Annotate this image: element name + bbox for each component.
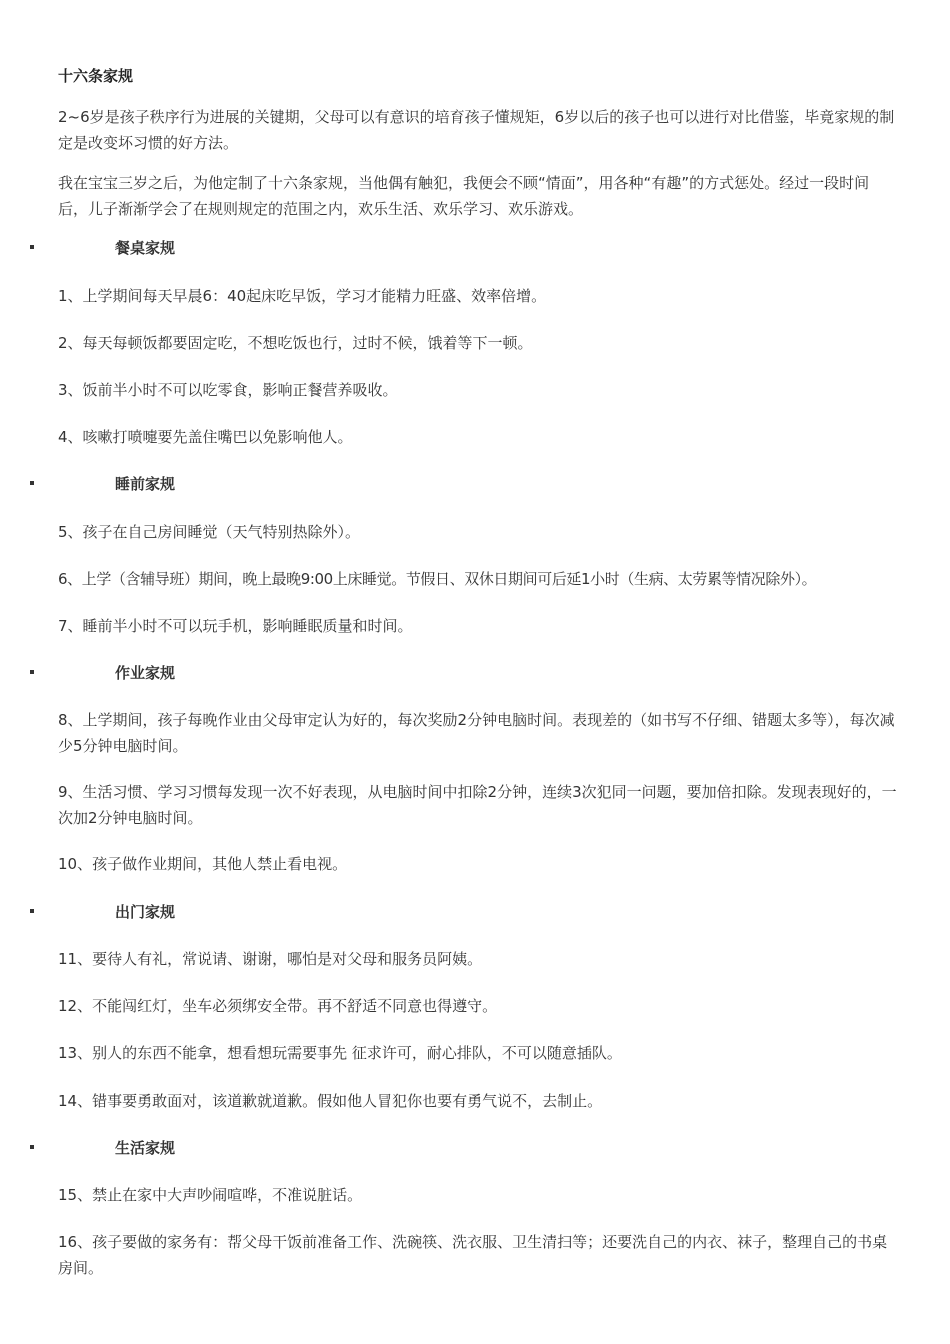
- rule-item-5: 5、孩子在自己房间睡觉（天气特别热除外）。: [58, 523, 361, 541]
- bullet-icon: [30, 1145, 34, 1149]
- rule-item-12: 12、不能闯红灯，坐车必须绑安全带。再不舒适不同意也得遵守。: [58, 997, 498, 1015]
- section-heading-homework: [30, 661, 430, 685]
- rule-item-2: 2、每天每顿饭都要固定吃，不想吃饭也行，过时不候，饿着等下一顿。: [58, 334, 533, 352]
- bullet-icon: [30, 481, 34, 485]
- section-heading-outing: [30, 900, 430, 924]
- section-heading-label: 作业家规: [115, 664, 176, 682]
- section-heading-dining: [30, 236, 430, 260]
- rule-item-14: 14、错事要勇敢面对，该道歉就道歉。假如他人冒犯你也要有勇气说不，去制止。: [58, 1092, 603, 1110]
- section-heading-label: 出门家规: [115, 903, 176, 921]
- rule-item-1: 1、上学期间每天早晨6：40起床吃早饭，学习才能精力旺盛、效率倍增。: [58, 287, 547, 305]
- rule-item-11: 11、要待人有礼，常说请、谢谢，哪怕是对父母和服务员阿姨。: [58, 950, 483, 968]
- document-title: 十六条家规: [58, 67, 134, 85]
- section-heading-label: 睡前家规: [115, 475, 176, 493]
- rule-item-6: 6、上学（含辅导班）期间，晚上最晚9:00上床睡觉。节假日、双休日期间可后延1小时（生病、太劳累等情况除外）。: [58, 570, 817, 588]
- section-heading-label: 生活家规: [115, 1139, 176, 1157]
- rule-item-7: 7、睡前半小时不可以玩手机，影响睡眠质量和时间。: [58, 617, 413, 635]
- section-heading-label: 餐桌家规: [115, 239, 176, 257]
- rule-item-13: 13、别人的东西不能拿，想看想玩需要事先 征求许可，耐心排队，不可以随意插队。: [58, 1044, 622, 1062]
- section-heading-bedtime: [30, 472, 430, 496]
- bullet-icon: [30, 909, 34, 913]
- rule-item-15: 15、禁止在家中大声吵闹喧哗，不准说脏话。: [58, 1186, 363, 1204]
- bullet-icon: [30, 670, 34, 674]
- intro-paragraph-1: 2~6岁是孩子秩序行为进展的关键期，父母可以有意识的培育孩子懂规矩，6岁以后的孩子也可以进行对比借鉴，毕竟家规的制定是改变坏习惯的好方法。: [58, 108, 895, 152]
- rule-item-4: 4、咳嗽打喷嚏要先盖住嘴巴以免影响他人。: [58, 428, 353, 446]
- rule-item-8: 8、上学期间，孩子每晚作业由父母审定认为好的，每次奖励2分钟电脑时间。表现差的（如书写不仔细、错题太多等），每次减少5分钟电脑时间。: [58, 711, 895, 755]
- section-heading-daily-life: [30, 1136, 430, 1160]
- rule-item-16: 16、孩子要做的家务有：帮父母干饭前准备工作、洗碗筷、洗衣服、卫生清扫等；还要洗自己的内衣、袜子，整理自己的书桌房间。: [58, 1233, 888, 1277]
- rule-item-10: 10、孩子做作业期间，其他人禁止看电视。: [58, 855, 348, 873]
- rule-item-3: 3、饭前半小时不可以吃零食，影响正餐营养吸收。: [58, 381, 398, 399]
- bullet-icon: [30, 245, 34, 249]
- rule-item-9: 9、生活习惯、学习习惯每发现一次不好表现，从电脑时间中扣除2分钟，连续3次犯同一问题，要加倍扣除。发现表现好的，一次加2分钟电脑时间。: [58, 783, 897, 827]
- intro-paragraph-2: 我在宝宝三岁之后，为他定制了十六条家规，当他偶有触犯，我便会不顾“情面”，用各种“有趣”的方式惩处。经过一段时间后，儿子渐渐学会了在规则规定的范围之内，欢乐生活、欢乐学习、欢乐游戏。: [58, 174, 870, 218]
